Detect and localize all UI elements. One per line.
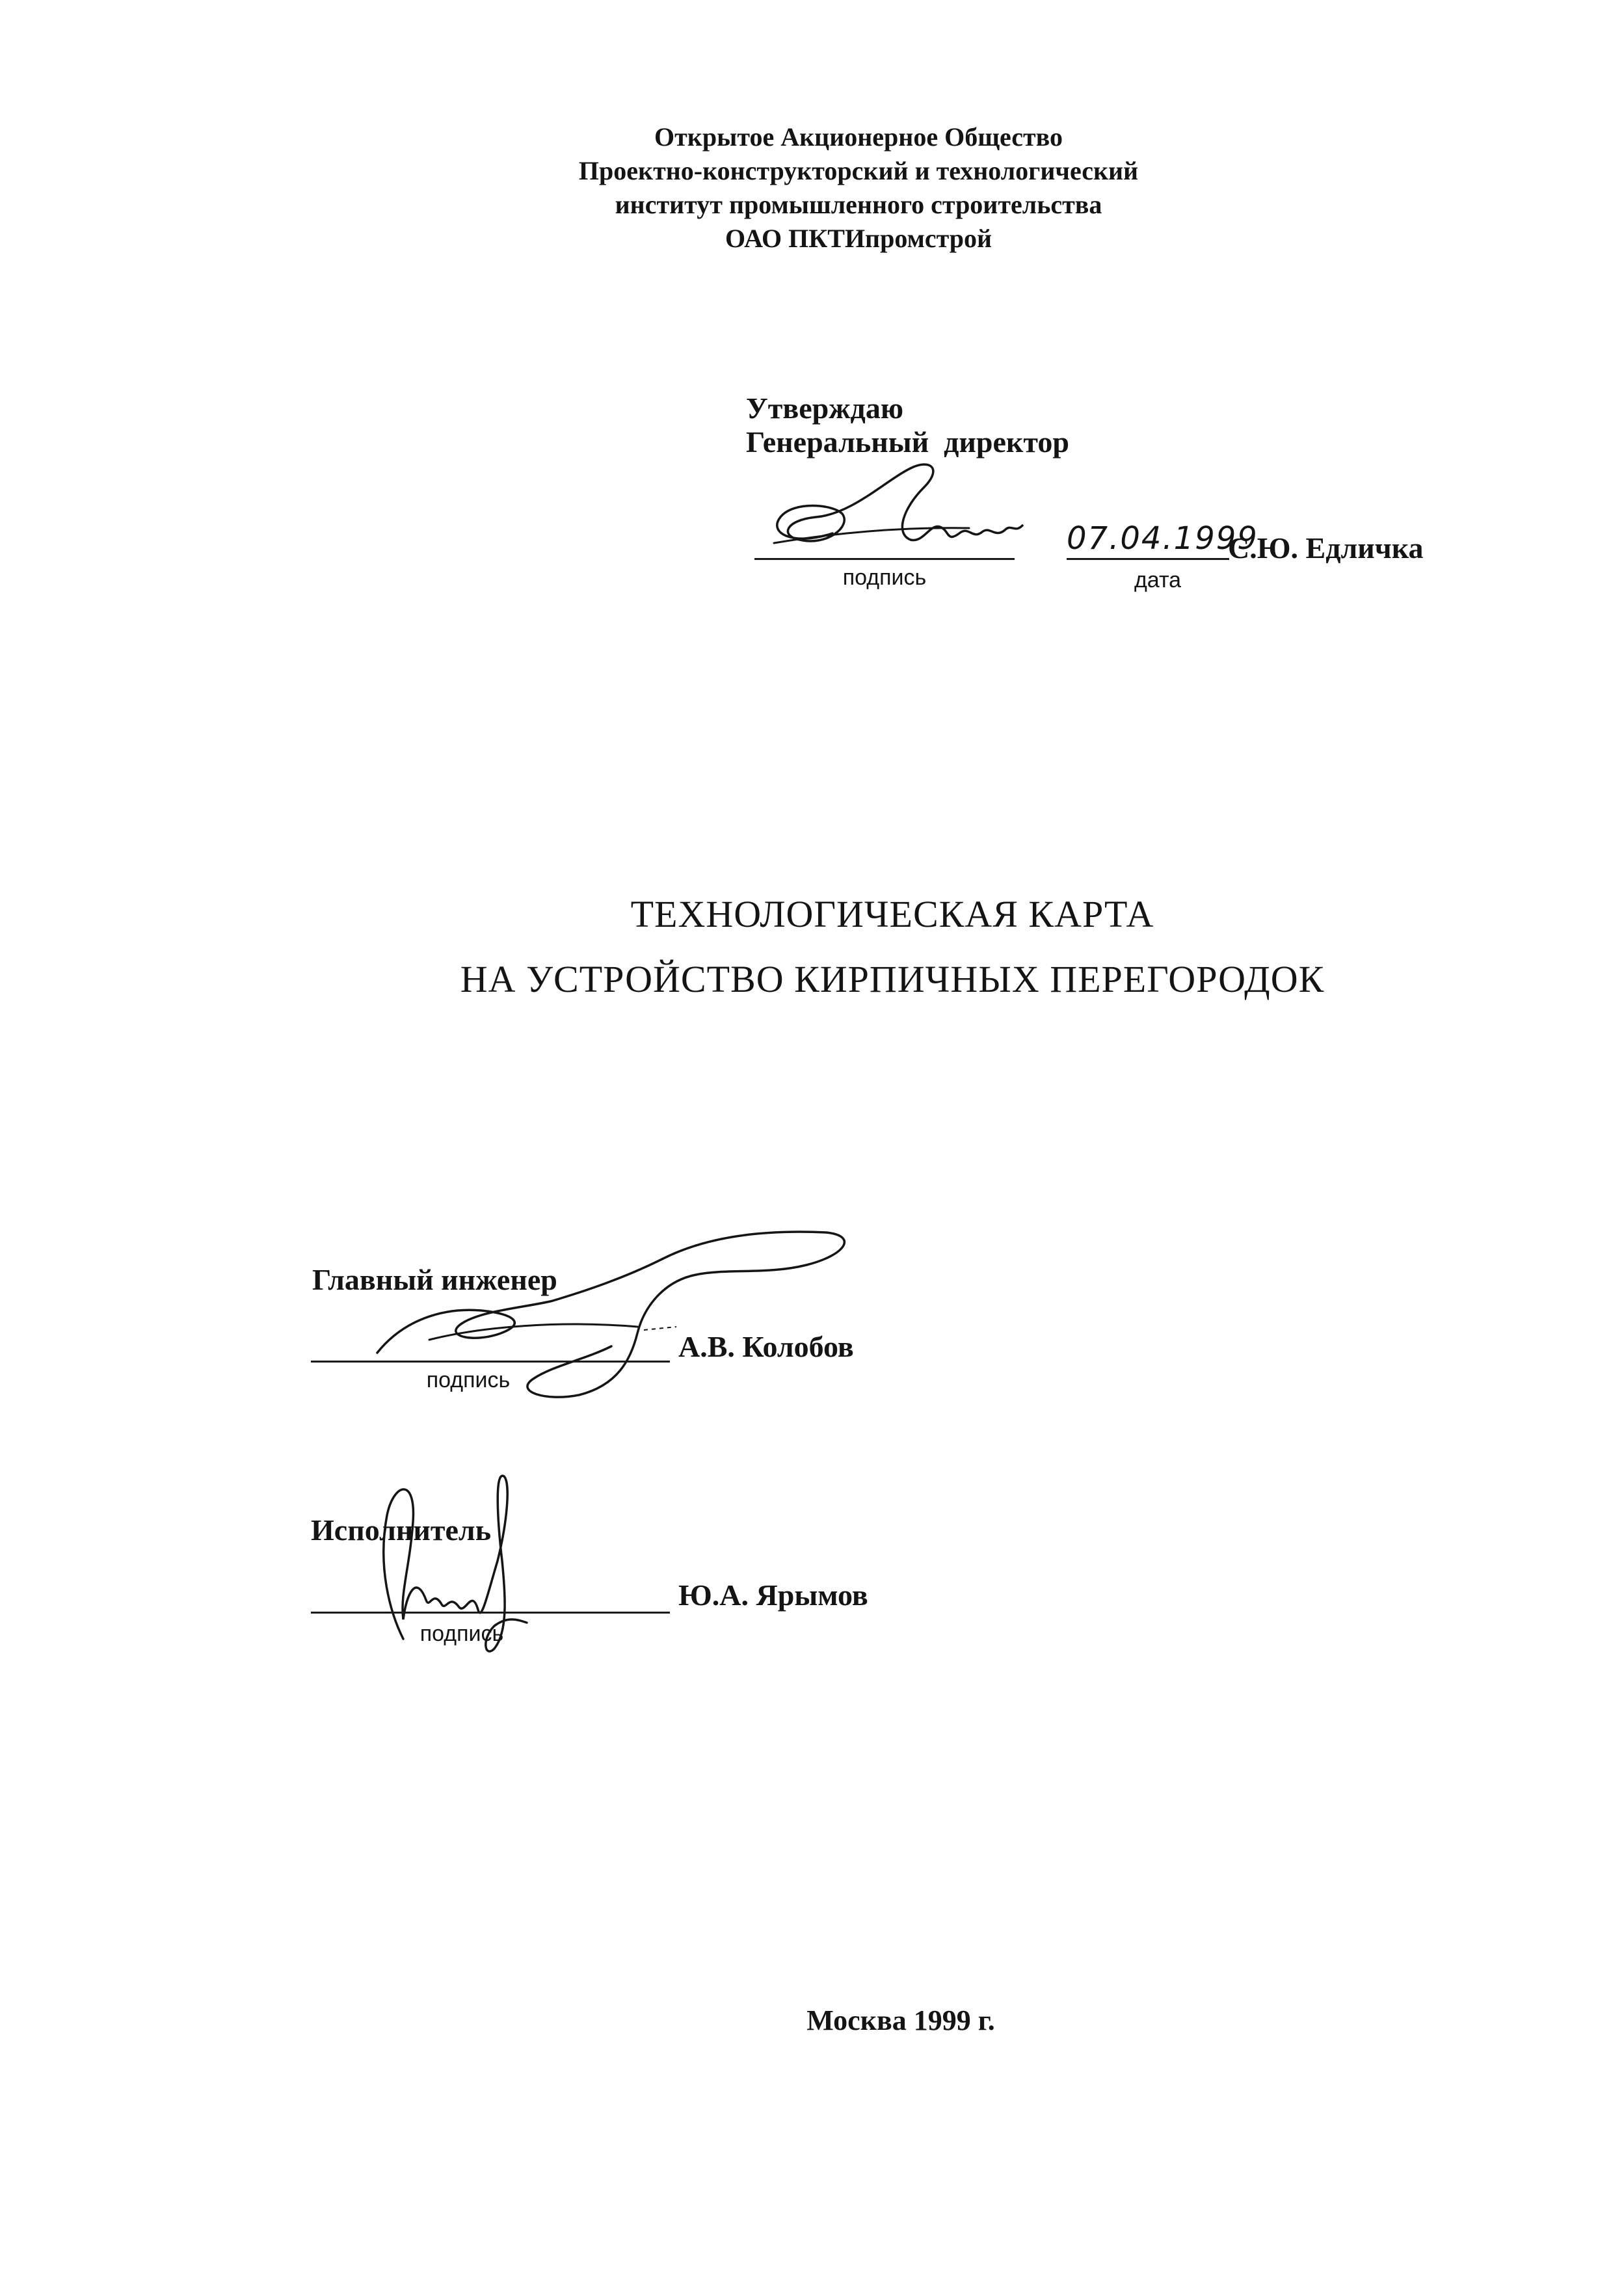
executor-signature-caption: подпись (419, 1621, 504, 1646)
org-type: Открытое Акционерное Общество (654, 122, 1063, 152)
approve-word: Утверждаю (746, 392, 903, 425)
executor-name: Ю.А. Ярымов (678, 1578, 868, 1612)
director-signature-caption: подпись (842, 565, 927, 590)
org-name-line2: институт промышленного строительства (615, 190, 1102, 219)
chief-engineer-signature-line (311, 1361, 670, 1363)
director-signature (754, 455, 1028, 566)
document-title-line1: ТЕХНОЛОГИЧЕСКАЯ КАРТА (630, 893, 1154, 935)
director-signature-line (754, 558, 1015, 560)
org-name-line1: Проектно-конструкторский и технологический (578, 156, 1139, 185)
approval-date: 07.04.1999 (1067, 520, 1258, 557)
chief-engineer-name: А.В. Колобов (678, 1330, 854, 1363)
executor-role: Исполнитель (311, 1513, 492, 1547)
director-name: С.Ю. Едличка (1228, 531, 1424, 565)
director-position: Генеральный директор (746, 425, 1069, 459)
place-and-year: Москва 1999 г. (806, 2004, 995, 2036)
chief-engineer-signature-caption: подпись (426, 1368, 511, 1392)
org-abbreviation: ОАО ПКТИпромстрой (725, 224, 992, 253)
executor-signature-line (311, 1612, 670, 1614)
date-line (1067, 558, 1229, 560)
date-caption: дата (1134, 568, 1182, 592)
chief-engineer-role: Главный инженер (312, 1263, 557, 1296)
document-title-line2: НА УСТРОЙСТВО КИРПИЧНЫХ ПЕРЕГОРОДОК (460, 958, 1325, 1000)
org-header (0, 120, 1624, 256)
